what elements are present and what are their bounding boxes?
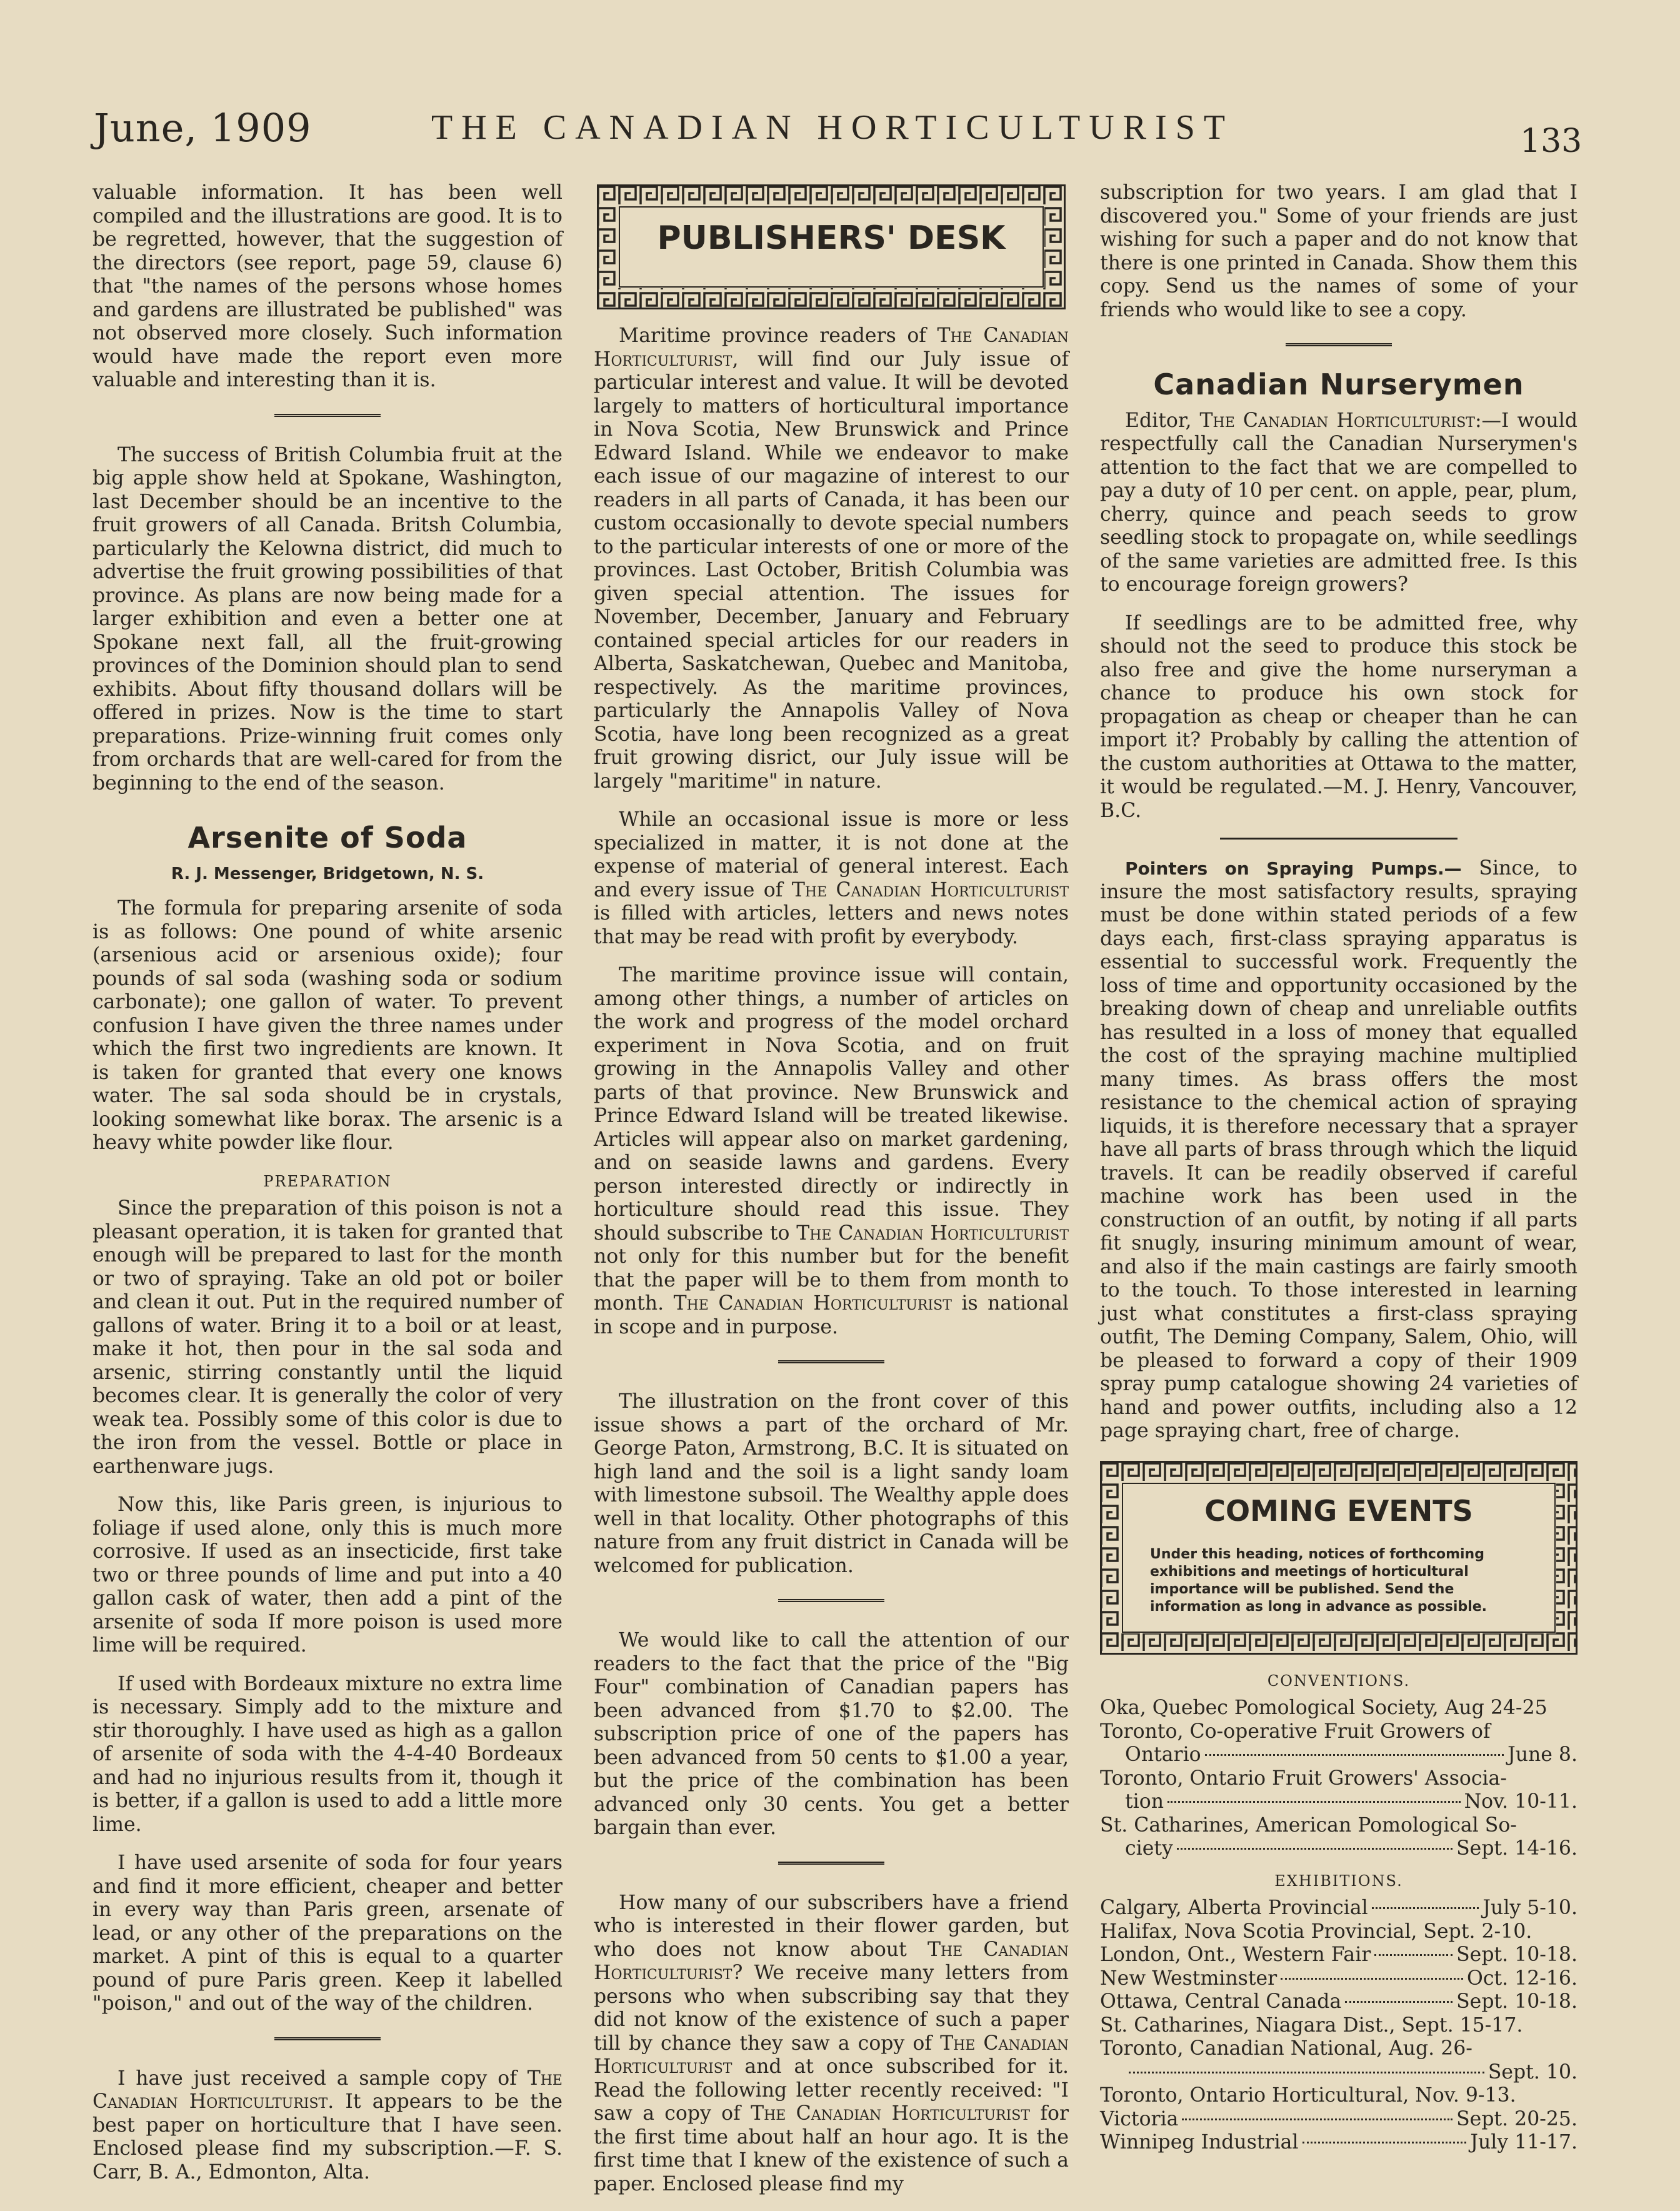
event-item	[1100, 2108, 1578, 2132]
event-date: July 11-17.	[1470, 2131, 1578, 2153]
divider	[274, 414, 381, 419]
event-date: Sept. 10-18.	[1456, 1943, 1578, 1966]
event-item	[1100, 2014, 1578, 2038]
event-item	[1100, 1697, 1578, 1720]
event-name: Ottawa, Central Canada	[1100, 1990, 1342, 2013]
paragraph-friends: How many of our subscribers have a friend who is interested in their flower garden, but who does not know about The Canadian Horticulturist? We receive many letters from persons who when subscribing say that they did not know of the existence of such a paper till by chance they saw a copy of The Canadian Horticulturist and at once subscribed for it. Read the following letter recently received: "I saw a copy of The Canadian Horticulturist for the first time about half an hour ago. It is the first time that I knew of the existence of such a paper. Enclosed please find my	[594, 1891, 1069, 2195]
event-continuation	[1100, 2061, 1578, 2085]
event-name: Halifax, Nova Scotia Provincial, Sept. 2-10.	[1100, 1920, 1532, 1943]
dot-leader	[1372, 1907, 1479, 1909]
paragraph-paris-green: Now this, like Paris green, is injurious to foliage if used alone, only this is much more corrosive. If used as an insecticide, first take two or three pounds of lime and put into a 40 gallon cask of water, then add a pint of the arsenite of soda If more poison is used more lime will be required.	[92, 1493, 562, 1657]
divider	[274, 2037, 381, 2042]
exhibitions-list	[1100, 1897, 1578, 2155]
paragraph-issue-contents: The maritime province issue will contain, among other things, a number of articles on the work and progress of the model orchard experiment in Nova Scotia, and on fruit growing in the Annapolis Valley and other parts of that province. New Brunswick and Prince Edward Island will be treated likewise. Articles will appear also on market gardening, and on seaside lawns and gardens. Every person interested directly or indirectly in horticulture should read this issue. They should subscribe to The Canadian Horticulturist not only for this number but for the benefit that the paper will be to them from month to month. The Canadian Horticulturist is national in scope and in purpose.	[594, 964, 1069, 1338]
event-item	[1100, 1920, 1578, 1944]
event-name: London, Ont., Western Fair	[1100, 1943, 1371, 1966]
paragraph-seedlings: If seedlings are to be admitted free, why should not the seed to produce this stock be also free and give the home nurseryman a chance to produce his own stock for propagation as cheap or cheaper than he can import it? Probably by calling the attention of the custom authorities at Ottawa to the matter, it would be regulated.—M. J. Henry, Vancouver, B.C.	[1100, 611, 1578, 822]
paragraph-editor-letter: Editor, The Canadian Horticulturist:—I would respectfully call the Canadian Nurserymen's attention to the fact that we are compelled to pay a duty of 10 per cent. on apple, pear, plum, cherry, quince and peach seeds to grow seedling stock to propagate on, while seedlings of the same varieties are admitted free. Is this to encourage foreign growers?	[1100, 409, 1578, 596]
event-name: New Westminster	[1100, 1967, 1278, 1990]
article-title-arsenite: Arsenite of Soda	[188, 821, 468, 855]
event-name-continued: Ontario	[1125, 1743, 1201, 1766]
divider	[1286, 343, 1392, 348]
article-byline: R. J. Messenger, Bridgetown, N. S.	[171, 864, 484, 883]
event-name-continued: ciety	[1125, 1837, 1173, 1860]
event-date: Sept. 20-25.	[1456, 2107, 1578, 2130]
dot-leader	[1205, 1754, 1504, 1756]
paragraph-spraying-pumps: Pointers on Spraying Pumps.— Since, to insure the most satisfactory results, spraying must be done within stated periods of a few days each, first-class spraying apparatus is essential to successful work. Frequently the loss of time and opportunity occasioned by the breaking down of cheap and unreliable outfits has resulted in a loss of money that equalled the cost of the spraying machine multiplied many times. As brass offers the most resistance to the chemical action of spraying liquids, it is therefore necessary that a sprayer have all parts of brass through which the liquid travels. It can be readily observed if careful machine work has been used in the construction of an outfit, by noting if all parts fit snugly, insuring minimum amount of wear, and also if the main castings are fairly smooth to the touch. To those interested in learning just what constitutes a first-class spraying outfit, The Deming Company, Salem, Ohio, will be pleased to forward a copy of their 1909 spray pump catalogue showing 24 varieties of hand and power outfits, including also a 12 page spraying chart, free of charge.	[1100, 857, 1578, 1442]
subheading-preparation: PREPARATION	[263, 1172, 392, 1190]
divider	[778, 1599, 884, 1604]
event-name: St. Catharines, Niagara Dist., Sept. 15-17.	[1100, 2013, 1523, 2037]
divider	[778, 1360, 884, 1365]
dot-leader	[1129, 2072, 1484, 2073]
dot-leader	[1281, 1978, 1463, 1980]
event-item	[1100, 1943, 1578, 1967]
coming-events-title: COMING EVENTS	[1204, 1493, 1473, 1528]
event-item	[1100, 2037, 1578, 2084]
event-item	[1100, 1814, 1578, 1861]
paragraph-front-cover: The illustration on the front cover of this issue shows a part of the orchard of Mr. George Paton, Armstrong, B.C. It is situated on high land and the soil is a light sandy loam with limestone subsoil. The Wealthy apple does well in that locality. Other photographs of this nature from any fruit district in Canada will be welcomed for publication.	[594, 1390, 1069, 1577]
event-date: Nov. 10-11.	[1464, 1790, 1578, 1813]
publishers-desk-banner	[597, 184, 1066, 309]
event-date: Sept. 10-18.	[1456, 1990, 1578, 2013]
event-item	[1100, 2131, 1578, 2155]
article-title-nurserymen: Canadian Nurserymen	[1153, 368, 1524, 401]
column-left	[92, 181, 562, 2199]
dot-leader	[1168, 1801, 1461, 1803]
event-name: Toronto, Ontario Fruit Growers' Associa-	[1100, 1767, 1507, 1790]
dot-leader	[1374, 1954, 1452, 1956]
paragraph-british-columbia: The success of British Columbia fruit at the big apple show held at Spokane, Washington, last December should be an incentive to the fruit growers of all Canada. Britsh Columbia, particularly the Kelowna district, did much to advertise the fruit growing possibilities of that province. As plans are now being made for a larger exhibition and even a better one at Spokane next fall, all the fruit-growing provinces of the Dominion should plan to send exhibits. About fifty thousand dollars will be offered in prizes. Now is the time to start preparations. Prize-winning fruit comes only from orchards that are well-cared for from the beginning to the end of the season.	[92, 443, 562, 795]
dot-leader	[1182, 2118, 1452, 2120]
event-name: Toronto, Co-operative Fruit Growers of	[1100, 1720, 1491, 1743]
dot-leader	[1345, 2001, 1452, 2003]
event-item	[1100, 1967, 1578, 1991]
divider	[1220, 838, 1458, 840]
event-name: Oka, Quebec Pomological Society, Aug 24-25	[1100, 1697, 1548, 1719]
paragraph-price: We would like to call the attention of our readers to the fact that the price of the "Big Four" combination of Canadian papers has been advanced from $1.70 to $2.00. The subscription price of one of the papers has been advanced from 50 cents to $1.00 a year, but the price of the combination has been advanced only 30 cents. You get a better bargain than ever.	[594, 1629, 1069, 1839]
column-right	[1100, 181, 1578, 2155]
magazine-title: THE CANADIAN HORTICULTURIST	[431, 108, 1234, 147]
event-date: Sept. 10.	[1488, 2060, 1578, 2083]
event-item	[1100, 1990, 1578, 2014]
event-name: Toronto, Canadian National, Aug. 26-	[1100, 2037, 1472, 2060]
event-name-continued: tion	[1125, 1790, 1164, 1813]
dot-leader	[1302, 2142, 1467, 2143]
paragraph-continued: subscription for two years. I am glad that I discovered you." Some of your friends are just wishing for such a paper and do not know that there is one printed in Canada. Show them this copy. Send us the names of some of your friends who would like to see a copy.	[1100, 181, 1578, 321]
paragraph-preparation: Since the preparation of this poison is not a pleasant operation, it is taken for granted that enough will be prepared to last for the month or two of spraying. Take an old pot or boiler and clean it out. Put in the required number of gallons of water. Bring it to a boil or at least, make it hot, then pour in the sal soda and arsenic, stirring constantly until the liquid becomes clear. It is generally the color of very weak tea. Possibly some of this color is due to the iron from the vessel. Bottle or place in earthenware jugs.	[92, 1197, 562, 1478]
paragraph-intro: valuable information. It has been well compiled and the illustrations are good. It is to be regretted, however, that the suggestion of the directors (see report, page 59, clause 6) that "the names of the persons whose homes and gardens are illustrated be published" was not observed more closely. Such information would have made the report even more valuable and interesting than it is.	[92, 181, 562, 391]
coming-events-banner	[1100, 1461, 1578, 1655]
conventions-list	[1100, 1697, 1578, 1861]
event-name: Victoria	[1100, 2107, 1179, 2130]
paragraph-bordeaux: If used with Bordeaux mixture no extra lime is necessary. Simply add to the mixture and stir thoroughly. I have used as high as a gallon of arsenite of soda with the 4-4-40 Bordeaux and had no injurious results from it, though it is better, if a gallon is used to add a little more lime.	[92, 1672, 562, 1836]
publishers-desk-title: PUBLISHERS' DESK	[657, 219, 1006, 257]
page-number: 133	[1520, 123, 1582, 160]
coming-events-note: Under this heading, notices of forthcoming exhibitions and meetings of horticultural importance will be published. Send the information as long in advance as possible.	[1150, 1546, 1488, 1615]
event-item	[1100, 2084, 1578, 2108]
paragraph-formula: The formula for preparing arsenite of soda is as follows: One pound of white arsenic (arsenious acid or arsenious oxide); four pounds of sal soda (washing soda or sodium carbonate); one gallon of water. To prevent confusion I have given the three names under which the first two ingredients are known. It is taken for granted that every one knows water. The sal soda should be in crystals, looking somewhat like borax. The arsenic is a heavy white powder like flour.	[92, 897, 562, 1154]
event-name: Winnipeg Industrial	[1100, 2131, 1299, 2153]
event-item	[1100, 1897, 1578, 1920]
event-date: Sept. 14-16.	[1456, 1837, 1578, 1860]
paragraph-maritime: Maritime province readers of The Canadian Horticulturist, will find our July issue of particular interest and value. It will be devoted largely to matters of horticultural importance in Nova Scotia, New Brunswick and Prince Edward Island. While we endeavor to make each issue of our magazine of interest to our readers in all parts of Canada, it has been our custom occasionally to devote special numbers to the particular interests of one or more of the provinces. Last October, British Columbia was given special attention. The issues for November, December, January and February contained special articles for our readers in Alberta, Saskatchewan, Quebec and Manitoba, respectively. As the maritime provinces, particularly the Annapolis Valley of Nova Scotia, have long been recognized as a great fruit growing disrict, our July issue will be largely "maritime" in nature.	[594, 324, 1069, 793]
event-date: July 5-10.	[1482, 1897, 1578, 1919]
event-item	[1100, 1720, 1578, 1767]
divider	[778, 1862, 884, 1867]
issue-date: June, 1909	[94, 105, 312, 151]
event-name: St. Catharines, American Pomological So-	[1100, 1813, 1517, 1837]
subheading-conventions: CONVENTIONS.	[1267, 1672, 1411, 1690]
event-name: Toronto, Ontario Horticultural, Nov. 9-13.	[1100, 2084, 1516, 2107]
event-date: Oct. 12-16.	[1467, 1967, 1578, 1990]
event-date: June 8.	[1508, 1743, 1578, 1766]
column-middle	[594, 184, 1069, 2211]
paragraph-occasional: While an occasional issue is more or less specialized in matter, it is not done at the expense of material of general interest. Each and every issue of The Canadian Horticulturist is filled with articles, letters and news notes that may be read with profit by everybody.	[594, 808, 1069, 948]
event-continuation	[1100, 1790, 1578, 1814]
paragraph-sample-copy: I have just received a sample copy of The Canadian Horticulturist. It appears to be the best paper on horticulture that I have seen. Enclosed please find my subscription.—F. S. Carr, B. A., Edmonton, Alta.	[92, 2067, 562, 2183]
event-name: Calgary, Alberta Provincial	[1100, 1897, 1368, 1919]
paragraph-four-years: I have used arsenite of soda for four years and find it more efficient, cheaper and better in every way than Paris green, arsenate of lead, or any other of the preparations on the market. A pint of this is equal to a quarter pound of pure Paris green. Keep it labelled "poison," and out of the way of the children.	[92, 1852, 562, 2015]
event-continuation	[1100, 1837, 1578, 1861]
event-item	[1100, 1767, 1578, 1814]
subheading-exhibitions: EXHIBITIONS.	[1274, 1872, 1403, 1890]
dot-leader	[1177, 1848, 1452, 1850]
event-continuation	[1100, 1743, 1578, 1767]
